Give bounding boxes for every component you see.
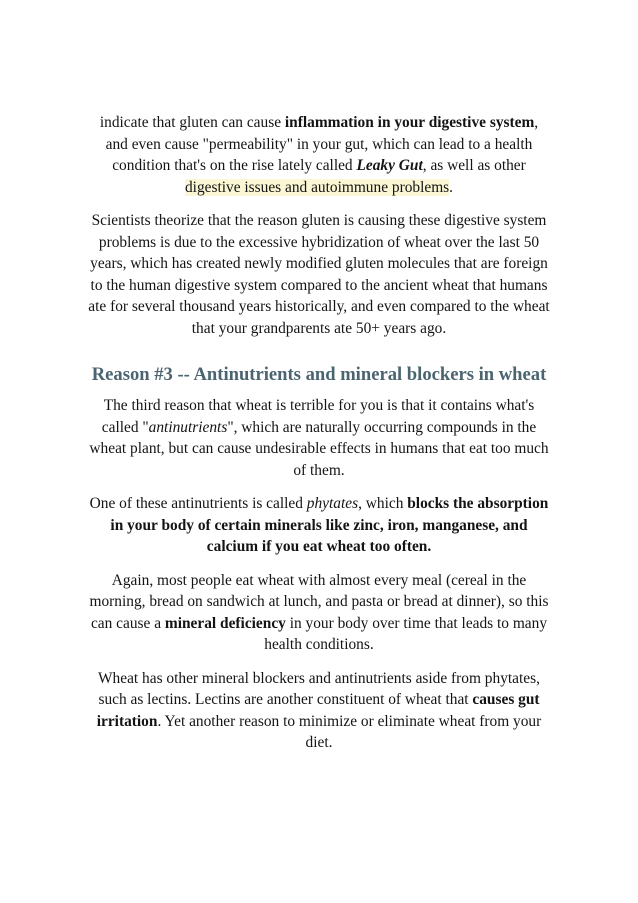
text: , as well as other [422, 157, 526, 174]
highlighted-link-text[interactable]: digestive issues and autoimmune problems [184, 178, 450, 196]
text: Again, most people eat wheat with almost every meal (cereal in the morning, bread on sandwich at lunch, and pasta or bread at dinner), so this can cause a [89, 571, 549, 632]
paragraph-mineral-deficiency [88, 570, 550, 656]
italic-text: antinutrients [148, 418, 228, 436]
paragraph-hybridization: Scientists theorize that the reason gluten is causing these digestive system problems is due to the excessive hybridization of wheat over the last 50 years, which has created newly modified gluten molecules that are foreign to the human digestive system compared to the ancient wheat that humans ate for several thousand years historically, and even compared to the wheat that your grandparents ate 50+ years ago. [88, 212, 550, 337]
paragraph-phytates [88, 493, 550, 558]
text: One of these antinutrients is called [89, 495, 307, 512]
text: . Yet another reason to minimize or eliminate wheat from your diet. [157, 712, 542, 751]
text: ", which are naturally occurring compounds in the wheat plant, but can cause undesirable effects in humans that eat too much of them. [89, 418, 549, 479]
text: The third reason that wheat is terrible for you is that it contains what's called " [101, 397, 535, 436]
section-heading: Reason #3 -- Antinutrients and mineral blockers in wheat [91, 364, 547, 385]
paragraph-gluten-inflammation [88, 112, 550, 198]
text: in your body over time that leads to many health conditions. [264, 614, 548, 653]
text: , and even cause "permeability" in your gut, which can lead to a health condition that's on the rise lately called [105, 114, 539, 174]
bold-text: inflammation in your digestive system [284, 114, 535, 131]
paragraph-lectins [88, 668, 550, 754]
bold-text: mineral deficiency [164, 614, 286, 632]
paragraph-antinutrients [88, 395, 550, 481]
text: , which [358, 495, 408, 512]
document-page [88, 112, 550, 766]
italic-text: phytates [306, 495, 359, 512]
text: Wheat has other mineral blockers and antinutrients aside from phytates, such as lectins. Lectins are another constituent of wheat that [98, 669, 540, 708]
bold-text: causes gut irritation [96, 691, 540, 730]
bold-italic-text: Leaky Gut [356, 157, 423, 174]
text: . [449, 178, 454, 196]
text: indicate that gluten can cause [99, 114, 285, 131]
bold-text: blocks the absorption in your body of certain minerals like zinc, iron, manganese, and calcium if you eat wheat too often. [110, 495, 549, 555]
